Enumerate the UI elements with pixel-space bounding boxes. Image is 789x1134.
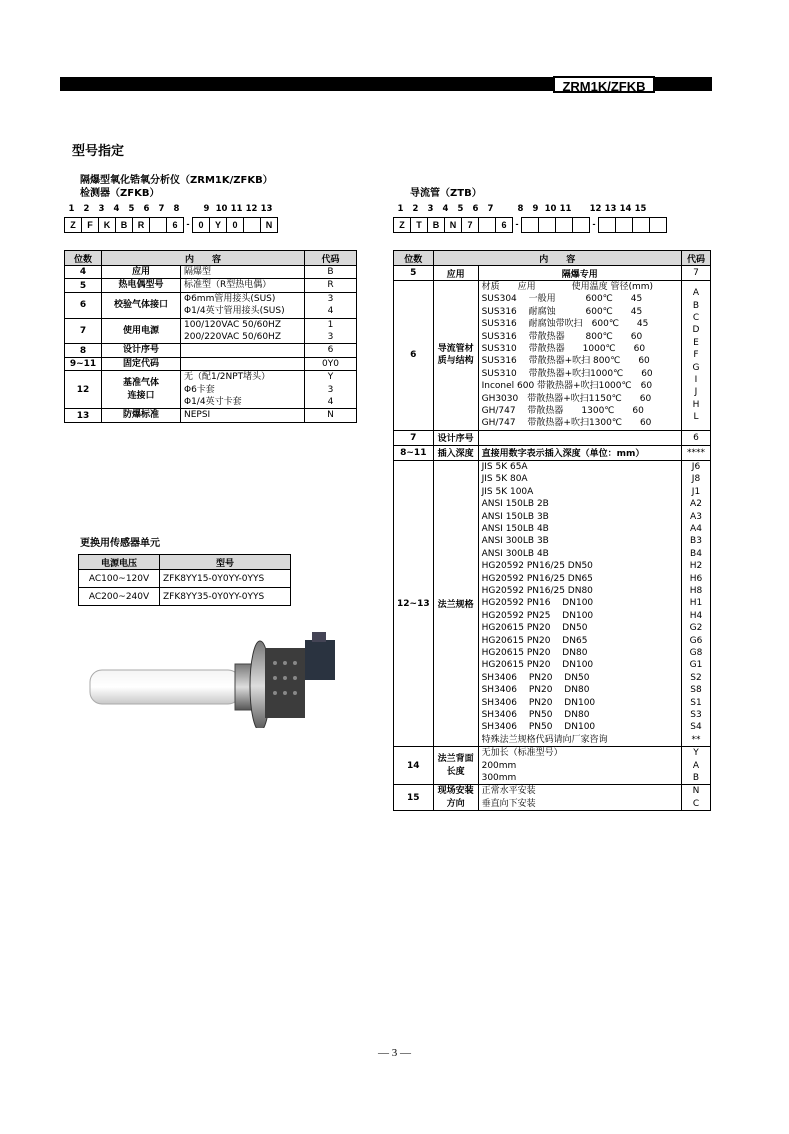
model-tag: ZRM1K/ZFKB [553,76,655,93]
code-box: 6 [495,217,513,233]
digit-label: 3 [98,204,105,214]
code-box [555,217,573,233]
digit-label: 13 [260,204,273,214]
row-code: 0Y0 [305,357,357,370]
row15-codes: N C [682,785,711,811]
row-content [181,344,305,357]
code-box [632,217,650,233]
code-box [538,217,556,233]
voltage-2: AC200~240V [79,588,160,606]
row-content: NEPSI [181,409,305,422]
section-title: 型号指定 [72,144,125,159]
code-box: T [410,217,428,233]
row-code: Y 3 4 [305,371,357,409]
left-digit-row [64,204,274,214]
row-code: 3 4 [305,292,357,318]
row-name: 热电偶型号 [102,279,181,292]
left-title-2: 检测器（ZFKB） [80,188,160,199]
table-row: 6 导流管材 质与结构 材质 应用 使用温度 管径(mm) SUS304 一般用 600℃ 45 SUS316 耐腐蚀 600℃ 45 SUS316 耐腐蚀带吹扫 600℃ 45 SUS316 带散热器 800℃ 60 SUS310 带散热器 1000℃ 60 SUS316 带散热器+吹扫 800℃ 60 SUS310 带散热器+吹扫1000℃ 60 Inconel 600 带散热器+吹扫1000℃ 60 GH3030 带散热器+吹扫1150℃ 60 GH/747 带散热器 1300℃ 60 GH/747 带散热器+吹扫1300℃ 60 A B C D E F G I J H L [394,281,711,431]
code-box [149,217,167,233]
table-row: 14 法兰背面 长度 无加长（标准型号） 200mm 300mm Y A B [394,747,711,785]
code-box: R [132,217,150,233]
replace-title: 更换用传感器单元 [80,538,160,549]
sensor-photo [80,628,360,728]
digit-label: 1 [397,204,404,214]
row-content: 无（配1/2NPT堵头） Φ6卡套 Φ1/4英寸卡套 [181,371,305,409]
row-pos: 7 [65,318,102,344]
row-content [181,357,305,370]
col-code: 代码 [682,251,711,266]
code-box: Z [393,217,411,233]
row-code: R [305,279,357,292]
model-1: ZFK8YY15-0Y0YY-0YYS [160,570,291,588]
digit-label: 5 [128,204,135,214]
code-box: F [81,217,99,233]
table-row [65,357,357,370]
col-pos: 位数 [394,251,434,266]
code-box [243,217,261,233]
digit-label: 4 [113,204,120,214]
row-code: 1 3 [305,318,357,344]
code-box: N [444,217,462,233]
digit-label: 15 [634,204,647,214]
code-box: 0 [192,217,210,233]
digit-label: 13 [604,204,617,214]
replace-table [78,554,291,606]
digit-label: 6 [143,204,150,214]
code-box: B [427,217,445,233]
right-digit-row [393,204,648,214]
digit-label: 12 [589,204,602,214]
digit-label: 11 [559,204,572,214]
code-box: Y [209,217,227,233]
col-pos: 位数 [65,251,102,266]
digit-label: 5 [457,204,464,214]
code-box [478,217,496,233]
row6-content: 材质 应用 使用温度 管径(mm) SUS304 一般用 600℃ 45 SUS316 耐腐蚀 600℃ 45 SUS316 耐腐蚀带吹扫 600℃ 45 SUS316 带散热器 800℃ 60 SUS310 带散热器 1000℃ 60 SUS316 带散热器+吹扫 800℃ 60 SUS310 带散热器+吹扫1000℃ 60 Inconel 600 带散热器+吹扫1000℃ 60 GH3030 带散热器+吹扫1150℃ 60 GH/747 带散热器 1300℃ 60 GH/747 带散热器+吹扫1300℃ 60 [478,281,681,431]
digit-label: 8 [173,204,180,214]
digit-label [498,204,513,214]
table-row [65,279,357,292]
row14-content: 无加长（标准型号） 200mm 300mm [478,747,681,785]
row-pos: 9~11 [65,357,102,370]
table-row: 15 现场安装 方向 正常水平安装 垂直向下安装 N C [394,785,711,811]
code-box [598,217,616,233]
row-name: 基准气体 连接口 [102,371,181,409]
digit-label: 1 [68,204,75,214]
row-content: 标准型（R型热电偶） [181,279,305,292]
digit-label: 8 [517,204,524,214]
col-content: 内 容 [433,251,681,266]
page-number: — 3 — [378,1047,411,1059]
digit-label: 11 [230,204,243,214]
left-title-1: 隔爆型氧化锆氧分析仪（ZRM1K/ZFKB） [80,175,273,186]
code-box: 7 [461,217,479,233]
digit-label: 14 [619,204,632,214]
col-voltage: 电源电压 [79,555,160,570]
col-content: 内 容 [102,251,305,266]
probe-spec-table [393,250,711,811]
table-row [65,409,357,422]
row-pos: 13 [65,409,102,422]
row6-name: 导流管材 质与结构 [433,281,478,431]
row-code: N [305,409,357,422]
row-pos: 8 [65,344,102,357]
row-pos: 12 [65,371,102,409]
digit-label: 6 [472,204,479,214]
digit-label: 7 [487,204,494,214]
row-code: 6 [305,344,357,357]
table-row [65,292,357,318]
digit-label: 4 [442,204,449,214]
digit-label: 12 [245,204,258,214]
code-box [615,217,633,233]
digit-label: 2 [412,204,419,214]
digit-label: 3 [427,204,434,214]
row6-codes: A B C D E F G I J H L [682,281,711,431]
code-box: - [515,219,519,229]
code-box: - [592,219,596,229]
digit-label: 7 [158,204,165,214]
model-2: ZFK8YY35-0Y0YY-0YYS [160,588,291,606]
voltage-1: AC100~120V [79,570,160,588]
table-row: 7 设计序号 6 [394,430,711,445]
row-name: 固定代码 [102,357,181,370]
code-box [521,217,539,233]
row-pos: 5 [65,279,102,292]
code-box: Z [64,217,82,233]
right-title: 导流管（ZTB） [410,188,482,199]
row15-content: 正常水平安装 垂直向下安装 [478,785,681,811]
code-box: 0 [226,217,244,233]
digit-label: 9 [203,204,210,214]
row-content: 100/120VAC 50/60HZ 200/220VAC 50/60HZ [181,318,305,344]
table-row [65,371,357,409]
digit-label: 10 [215,204,228,214]
row12-codes: J6 J8 J1 A2 A3 A4 B3 B4 H2 H6 H8 H1 H4 G2 G6 G8 G1 S2 S8 S1 S3 S4 ** [682,460,711,746]
table-row [65,266,357,279]
row-code: B [305,266,357,279]
row-pos: 6 [65,292,102,318]
detector-spec-table [64,250,357,423]
row-name: 校验气体接口 [102,292,181,318]
row-name: 防爆标准 [102,409,181,422]
table-row: 8~11 插入深度 直接用数字表示插入深度（单位：mm） **** [394,445,711,460]
col-code: 代码 [305,251,357,266]
row-name: 设计序号 [102,344,181,357]
row14-codes: Y A B [682,747,711,785]
digit-label: 9 [532,204,539,214]
row-pos: 4 [65,266,102,279]
left-code-boxes [64,217,277,232]
code-box: N [260,217,278,233]
row-content: 隔爆型 [181,266,305,279]
table-row: 5 应用 隔爆专用 7 [394,266,711,281]
table-row: 12~13 法兰规格 JIS 5K 65A JIS 5K 80A JIS 5K 100A ANSI 150LB 2B ANSI 150LB 3B ANSI 150LB 4B ANSI 300LB 3B ANSI 300LB 4B HG20592 PN16/25 DN50 HG20592 PN16/25 DN65 HG20592 PN16/25 DN80 HG20592 PN16 DN100 HG20592 PN25 DN100 HG20615 PN20 DN50 HG20615 PN20 DN65 HG20615 PN20 DN80 HG20615 PN20 DN100 SH3406 PN20 DN50 SH3406 PN20 DN80 SH3406 PN20 DN100 SH3406 PN50 DN80 SH3406 PN50 DN100 特殊法兰规格代码请向厂家咨询 J6 J8 J1 A2 A3 A4 B3 B4 H2 H6 H8 H1 H4 G2 G6 G8 G1 S2 S8 S1 S3 S4 ** [394,460,711,746]
row14-name: 法兰背面 长度 [433,747,478,785]
code-box [572,217,590,233]
digit-label [184,204,199,214]
code-box: 6 [166,217,184,233]
row-content: Φ6mm管用接头(SUS) Φ1/4英寸管用接头(SUS) [181,292,305,318]
right-code-boxes [393,217,666,232]
code-box: B [115,217,133,233]
row-name: 应用 [102,266,181,279]
code-box: K [98,217,116,233]
row-name: 使用电源 [102,318,181,344]
digit-label [573,204,588,214]
digit-label: 2 [83,204,90,214]
code-box: - [186,219,190,229]
col-model: 型号 [160,555,291,570]
row12-content: JIS 5K 65A JIS 5K 80A JIS 5K 100A ANSI 150LB 2B ANSI 150LB 3B ANSI 150LB 4B ANSI 300LB 3B ANSI 300LB 4B HG20592 PN16/25 DN50 HG20592 PN16/25 DN65 HG20592 PN16/25 DN80 HG20592 PN16 DN100 HG20592 PN25 DN100 HG20615 PN20 DN50 HG20615 PN20 DN65 HG20615 PN20 DN80 HG20615 PN20 DN100 SH3406 PN20 DN50 SH3406 PN20 DN80 SH3406 PN20 DN100 SH3406 PN50 DN80 SH3406 PN50 DN100 特殊法兰规格代码请向厂家咨询 [478,460,681,746]
table-row [65,318,357,344]
digit-label: 10 [544,204,557,214]
code-box [649,217,667,233]
table-row [65,344,357,357]
row15-name: 现场安装 方向 [433,785,478,811]
